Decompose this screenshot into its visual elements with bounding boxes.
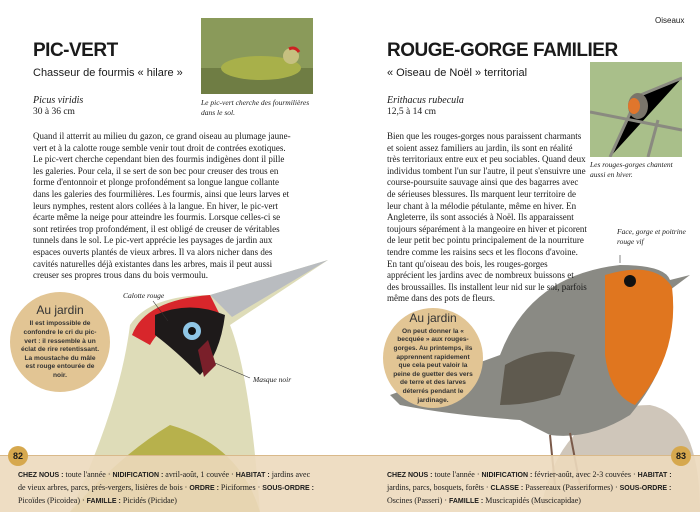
body-text-right: Bien que les rouges-gorges nous paraissent charmants et soient assez familiers au jardin, ils sont en réalité très territoriaux entre eux et peu sociables. Quand deux individus tombent l'un sur l'autre, il peut s'ensuivre une course-poursuite sauvage ainsi que des bagarres avec de sérieuses blessures. Ils marquent leur territoire de leur chant à la mélodie pétulante, même en hiver. En Angleterre, ils sont associés à Noël. Ils apparaissent toujours séparément à la mangeoire en hiver et picorent de leur petit bec pointu principalement de la nourriture tendre comme les raisins secs et les flocons d'avoine. En tant qu'oiseau des bois, les rouges-gorges apprécient les jardins avec de nombreux buissons et des broussailles. Ils installent leur nid sur le sol, parfois même dans des pots de fleurs. bbox=[387, 131, 587, 304]
fact-key: HABITAT : bbox=[235, 472, 270, 479]
fact-key: HABITAT : bbox=[637, 472, 672, 479]
fact-value: toute l'année · bbox=[432, 470, 482, 479]
facts-left bbox=[18, 469, 318, 508]
fact-key: SOUS-ORDRE : bbox=[262, 485, 314, 492]
fact-value: jardins, parcs, bosquets, forêts · bbox=[387, 483, 491, 492]
subtitle-left: Chasseur de fourmis « hilare » bbox=[33, 67, 183, 79]
fact-value: avril-août, 1 couvée · bbox=[163, 470, 236, 479]
fact-value: Oscines (Passeri) · bbox=[387, 496, 449, 505]
label-face-gorge: Face, gorge et poitrine rouge vif bbox=[617, 227, 686, 246]
fact-value: Passereaux (Passeriformes) · bbox=[523, 483, 620, 492]
garden-tip-title: Au jardin bbox=[409, 310, 457, 325]
body-text-left: Quand il atterrit au milieu du gazon, ce grand oiseau au plumage jaune-vert et à la calotte rouge semble venir tout droit de contrées exotiques. Le pic-vert cherche cependant bien des fourmis indigènes dont il pille les galeries. Pour cela, il se sert de son bec pour creuser des trous en forme d'entonnoir et plonge profondément sa longue langue collante dans les galeries des fourmilières. Les fourmis, ainsi que leurs larves et leurs nymphes, restent alors collées à la langue. En hiver, le pic-vert écarte même la neige pour atteindre les fourmis. Lorsque celles-ci se sont retirées trop profondément, il est obligé de creuser de véritables tunnels dans le sol. Le pic-vert apprécie les paysages de jardin aux espaces ouverts plantés de vieux arbres. Il va alors nicher dans des cavités naturelles déjà existantes dans les arbres, mais il peut aussi creuser ses propres trous dans du bois vermoulu. bbox=[33, 131, 291, 281]
fact-key: FAMILLE : bbox=[86, 498, 121, 505]
fact-value: Piciformes · bbox=[218, 483, 263, 492]
fact-value: toute l'année · bbox=[63, 470, 113, 479]
label-calotte-rouge: Calotte rouge bbox=[123, 291, 165, 300]
fact-value: Muscicapidés (Muscicapidae) bbox=[483, 496, 581, 505]
size-left: 30 à 36 cm bbox=[33, 107, 75, 117]
fact-key: NIDIFICATION : bbox=[481, 472, 533, 479]
garden-tip-title: Au jardin bbox=[36, 303, 84, 318]
latin-name-right: Erithacus rubecula bbox=[387, 95, 464, 106]
fact-key: CHEZ NOUS : bbox=[387, 472, 433, 479]
robin-photo bbox=[590, 62, 682, 157]
fact-value: février-août, avec 2-3 couvées · bbox=[532, 470, 638, 479]
latin-name-left: Picus viridis bbox=[33, 95, 84, 106]
garden-tip-text: On peut donner la « becquée » aux rouges-gorges. Au printemps, ils apprennent rapidement que cela peut valoir la peine de guetter des vers de terre et des larves déterrés pendant le jardinage. bbox=[393, 327, 473, 404]
page-title-left: PIC-VERT bbox=[33, 40, 118, 61]
fact-key: ORDRE : bbox=[189, 485, 219, 492]
fact-value: Picoïdes (Picoidea) · bbox=[18, 496, 87, 505]
fact-value: Picidés (Picidae) bbox=[120, 496, 177, 505]
garden-tip-right bbox=[383, 308, 483, 408]
page-title-right: ROUGE-GORGE FAMILIER bbox=[387, 40, 618, 61]
photo-caption-right: Les rouges-gorges chantent aussi en hiver. bbox=[590, 160, 673, 179]
size-right: 12,5 à 14 cm bbox=[387, 107, 437, 117]
page-number-right: 83 bbox=[671, 446, 691, 466]
facts-right bbox=[387, 469, 687, 508]
fact-key: CHEZ NOUS : bbox=[18, 472, 64, 479]
garden-tip-left bbox=[10, 292, 110, 392]
fact-value: jardins avec de vieux arbres, parcs, prés-vergers, lisières de bois · bbox=[18, 470, 311, 492]
garden-tip-text: Il est impossible de confondre le cri du pic-vert : il ressemble à un éclat de rire retentissant. La moustache du mâle est rouge entourée de noir. bbox=[20, 320, 100, 379]
section-label: Oiseaux bbox=[655, 16, 685, 25]
label-masque-noir: Masque noir bbox=[253, 375, 292, 384]
subtitle-right: « Oiseau de Noël » territorial bbox=[387, 67, 528, 79]
page-number-left: 82 bbox=[8, 446, 28, 466]
fact-key: SOUS-ORDRE : bbox=[619, 485, 672, 492]
fact-key: NIDIFICATION : bbox=[112, 472, 164, 479]
photo-caption-left: Le pic-vert cherche des fourmilières dans le sol. bbox=[201, 98, 310, 117]
fact-key: CLASSE : bbox=[490, 485, 524, 492]
woodpecker-photo bbox=[201, 18, 313, 94]
fact-key: FAMILLE : bbox=[448, 498, 484, 505]
